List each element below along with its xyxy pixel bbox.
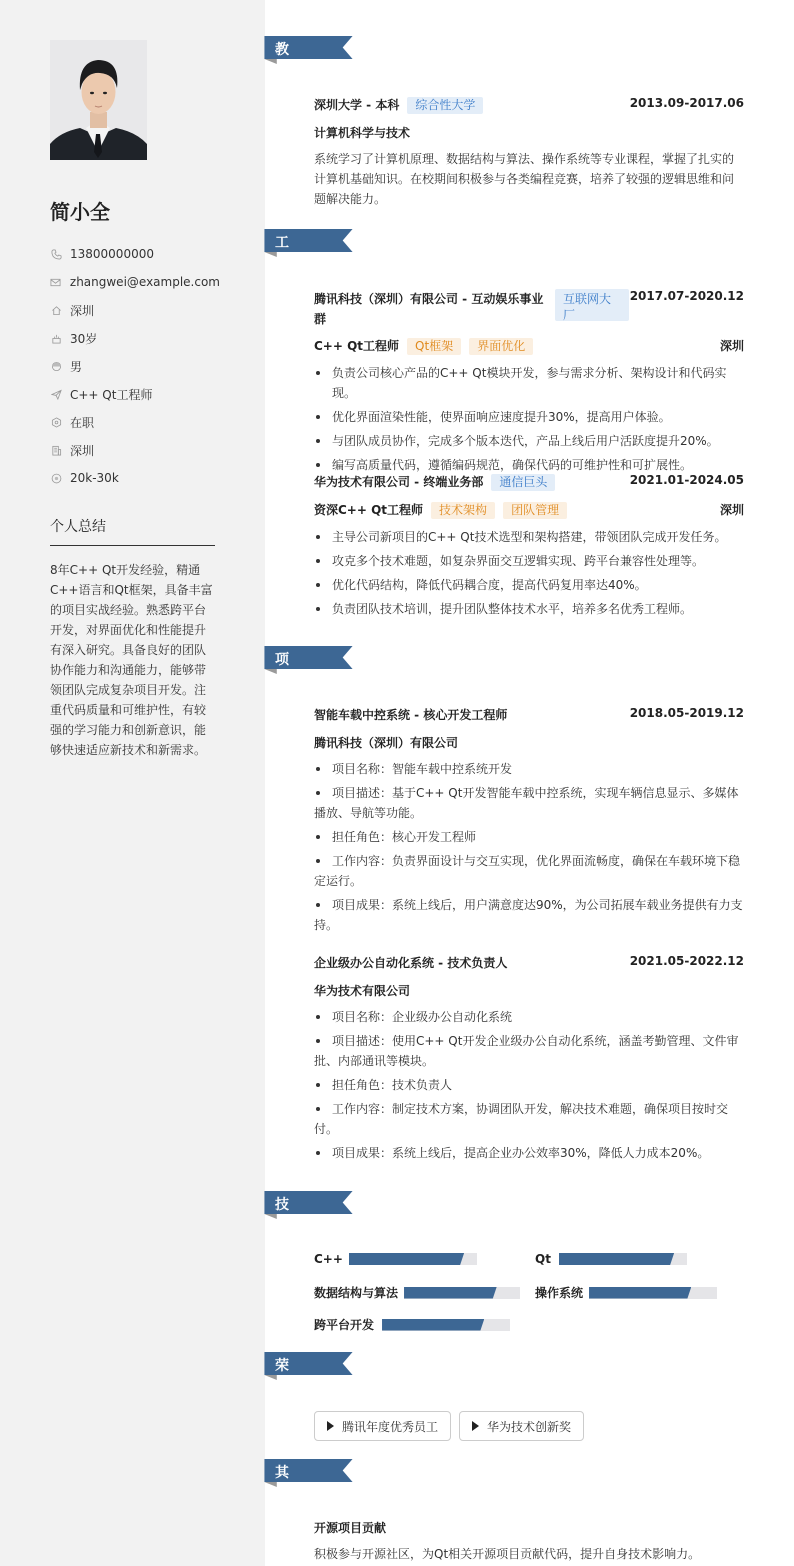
list-item: 优化界面渲染性能，使界面响应速度提升30%，提高用户体验。 (314, 407, 744, 427)
list-item: 项目名称：企业级办公自动化系统 (314, 1007, 744, 1027)
info-text: 深圳 (70, 443, 95, 458)
role-tag: Qt框架 (407, 338, 461, 355)
project-title: 企业级办公自动化系统 - 技术负责人 (314, 956, 508, 970)
work-date: 2021.01-2024.05 (629, 473, 744, 487)
project-block-1 (314, 706, 744, 939)
job-role: C++ Qt工程师 (314, 339, 400, 353)
project-title: 智能车载中控系统 - 核心开发工程师 (314, 708, 508, 722)
skill-bar (589, 1287, 717, 1299)
project-date: 2018.05-2019.12 (629, 706, 744, 720)
skill-bar-fill (404, 1287, 497, 1299)
list-item: 主导公司新项目的C++ Qt技术选型和架构搭建，带领团队完成开发任务。 (314, 527, 744, 547)
avatar (50, 40, 147, 160)
skill-bar (559, 1253, 687, 1265)
info-text: C++ Qt工程师 (70, 387, 153, 402)
project-details (314, 759, 744, 935)
skill-bar-fill (559, 1253, 674, 1265)
list-item: 优化代码结构，降低代码耦合度，提高代码复用率达40%。 (314, 575, 744, 595)
info-job (50, 380, 220, 408)
list-item: 负责团队技术培训，提升团队整体技术水平，培养多名优秀工程师。 (314, 599, 744, 619)
skill-name: 操作系统 (535, 1286, 584, 1300)
info-text: 20k-30k (70, 471, 119, 485)
section-title: 其他信息 (275, 1465, 290, 1565)
summary-title: 个人总结 (50, 516, 215, 546)
role-tag: 团队管理 (503, 502, 567, 519)
award-name: 腾讯年度优秀员工 (342, 1419, 439, 1434)
list-item: 工作内容：制定技术方案，协调团队开发，解决技术难题，确保项目按时交付。 (314, 1099, 744, 1139)
summary-text: 8年C++ Qt开发经验，精通C++语言和Qt框架，具备丰富的项目实战经验。熟悉跨平台开发，对界面优化和性能提升有深入研究。具备良好的团队协作能力和沟通能力，能够带领团队完成复杂项目开发。注重代码质量和可维护性，有较强的学习能力和创新意识，能够快速适应新技术和新需求。 (50, 563, 213, 757)
gender-icon (50, 360, 62, 372)
skill-bar (404, 1287, 520, 1299)
education-block (314, 96, 744, 209)
school-name: 深圳大学 - 本科 (314, 98, 400, 112)
skill-cpp (314, 1252, 477, 1266)
major: 计算机科学与技术 (314, 126, 411, 140)
salary-icon (50, 472, 62, 484)
skill-name: C++ (314, 1252, 343, 1266)
section-title: 技能专长 (275, 1197, 290, 1297)
phone-icon (50, 248, 62, 260)
award-badge (459, 1411, 584, 1441)
project-company: 华为技术有限公司 (314, 984, 411, 998)
work-block-1 (314, 289, 744, 479)
other-desc: 积极参与开源社区，为Qt相关开源项目贡献代码，提升自身技术影响力。 (314, 1547, 701, 1561)
company-tag: 互联网大厂 (555, 289, 629, 321)
info-city (50, 436, 220, 464)
info-location (50, 296, 220, 324)
list-item: 攻克多个技术难题，如复杂界面交互逻辑实现、跨平台兼容性处理等。 (314, 551, 744, 571)
skill-bar-fill (382, 1319, 484, 1331)
skill-name: 跨平台开发 (314, 1318, 375, 1332)
skill-crossplatform (314, 1316, 510, 1333)
info-text: zhangwei@example.com (69, 275, 220, 289)
sidebar (0, 0, 265, 1566)
job-role: 资深C++ Qt工程师 (314, 503, 424, 517)
building-icon (50, 444, 62, 456)
list-item: 项目名称：智能车载中控系统开发 (314, 759, 744, 779)
skill-bar (382, 1319, 510, 1331)
skill-algorithms (314, 1284, 520, 1301)
list-item: 工作内容：负责界面设计与交互实现，优化界面流畅度，确保在车载环境下稳定运行。 (314, 851, 744, 891)
info-salary (50, 464, 220, 492)
list-item: 项目描述：基于C++ Qt开发智能车载中控系统，实现车辆信息显示、多媒体播放、导航等功能。 (314, 783, 744, 823)
award-name: 华为技术创新奖 (487, 1419, 572, 1434)
list-item: 负责公司核心产品的C++ Qt模块开发，参与需求分析、架构设计和代码实现。 (314, 363, 744, 403)
section-title: 项目经历 (275, 652, 290, 752)
info-text: 深圳 (70, 303, 95, 318)
section-title: 工作经历 (275, 235, 290, 335)
status-icon (50, 416, 62, 428)
skill-bar-fill (589, 1287, 691, 1299)
work-duties (314, 527, 744, 619)
company-name: 腾讯科技（深圳）有限公司 - 互动娱乐事业群 (314, 292, 544, 326)
info-status (50, 408, 220, 436)
award-badge (314, 1411, 451, 1441)
info-text: 男 (70, 359, 83, 374)
project-block-2 (314, 954, 744, 1167)
info-text: 30岁 (70, 331, 98, 346)
list-item: 项目成果：系统上线后，用户满意度达90%，为公司拓展车载业务提供有力支持。 (314, 895, 744, 935)
skill-os (535, 1284, 717, 1301)
education-date: 2013.09-2017.06 (629, 96, 744, 110)
project-date: 2021.05-2022.12 (629, 954, 744, 968)
home-icon (50, 304, 62, 316)
work-date: 2017.07-2020.12 (629, 289, 744, 303)
education-desc: 系统学习了计算机原理、数据结构与算法、操作系统等专业课程，掌握了扎实的计算机基础知识。在校期间积极参与各类编程竞赛，培养了较强的逻辑思维和问题解决能力。 (314, 152, 735, 206)
skill-bar-fill (349, 1253, 464, 1265)
list-item: 编写高质量代码，遵循编码规范，确保代码的可维护性和可扩展性。 (314, 455, 744, 475)
skill-name: Qt (535, 1252, 551, 1266)
info-age (50, 324, 220, 352)
info-text: 在职 (70, 415, 95, 430)
list-item: 项目成果：系统上线后，提高企业办公效率30%，降低人力成本20%。 (314, 1143, 744, 1163)
contact-info-list (50, 240, 220, 492)
other-block (314, 1519, 744, 1564)
info-text: 13800000000 (70, 247, 154, 261)
send-icon (50, 388, 62, 400)
skill-bar (349, 1253, 477, 1265)
info-email (50, 268, 220, 296)
section-title: 教育经历 (275, 42, 290, 142)
mail-icon (50, 276, 62, 288)
info-gender (50, 352, 220, 380)
section-title: 荣誉奖项 (275, 1358, 290, 1458)
school-tag: 综合性大学 (407, 97, 483, 114)
list-item: 担任角色：核心开发工程师 (314, 827, 744, 847)
list-item: 项目描述：使用C++ Qt开发企业级办公自动化系统，涵盖考勤管理、文件审批、内部通讯等模块。 (314, 1031, 744, 1071)
company-tag: 通信巨头 (491, 474, 555, 491)
age-icon (50, 332, 62, 344)
play-icon (472, 1421, 479, 1431)
play-icon (327, 1421, 334, 1431)
skill-name: 数据结构与算法 (314, 1286, 399, 1300)
candidate-name: 简小全 (50, 200, 110, 224)
list-item: 与团队成员协作，完成多个版本迭代，产品上线后用户活跃度提升20%。 (314, 431, 744, 451)
job-city: 深圳 (719, 339, 744, 353)
project-company: 腾讯科技（深圳）有限公司 (314, 736, 459, 750)
project-details (314, 1007, 744, 1163)
role-tag: 技术架构 (431, 502, 495, 519)
company-name: 华为技术有限公司 - 终端业务部 (314, 475, 484, 489)
skill-qt (535, 1252, 687, 1266)
info-phone (50, 240, 220, 268)
job-city: 深圳 (719, 503, 744, 517)
other-title: 开源项目贡献 (314, 1521, 387, 1535)
role-tag: 界面优化 (469, 338, 533, 355)
work-duties (314, 363, 744, 475)
list-item: 担任角色：技术负责人 (314, 1075, 744, 1095)
work-block-2 (314, 473, 744, 623)
